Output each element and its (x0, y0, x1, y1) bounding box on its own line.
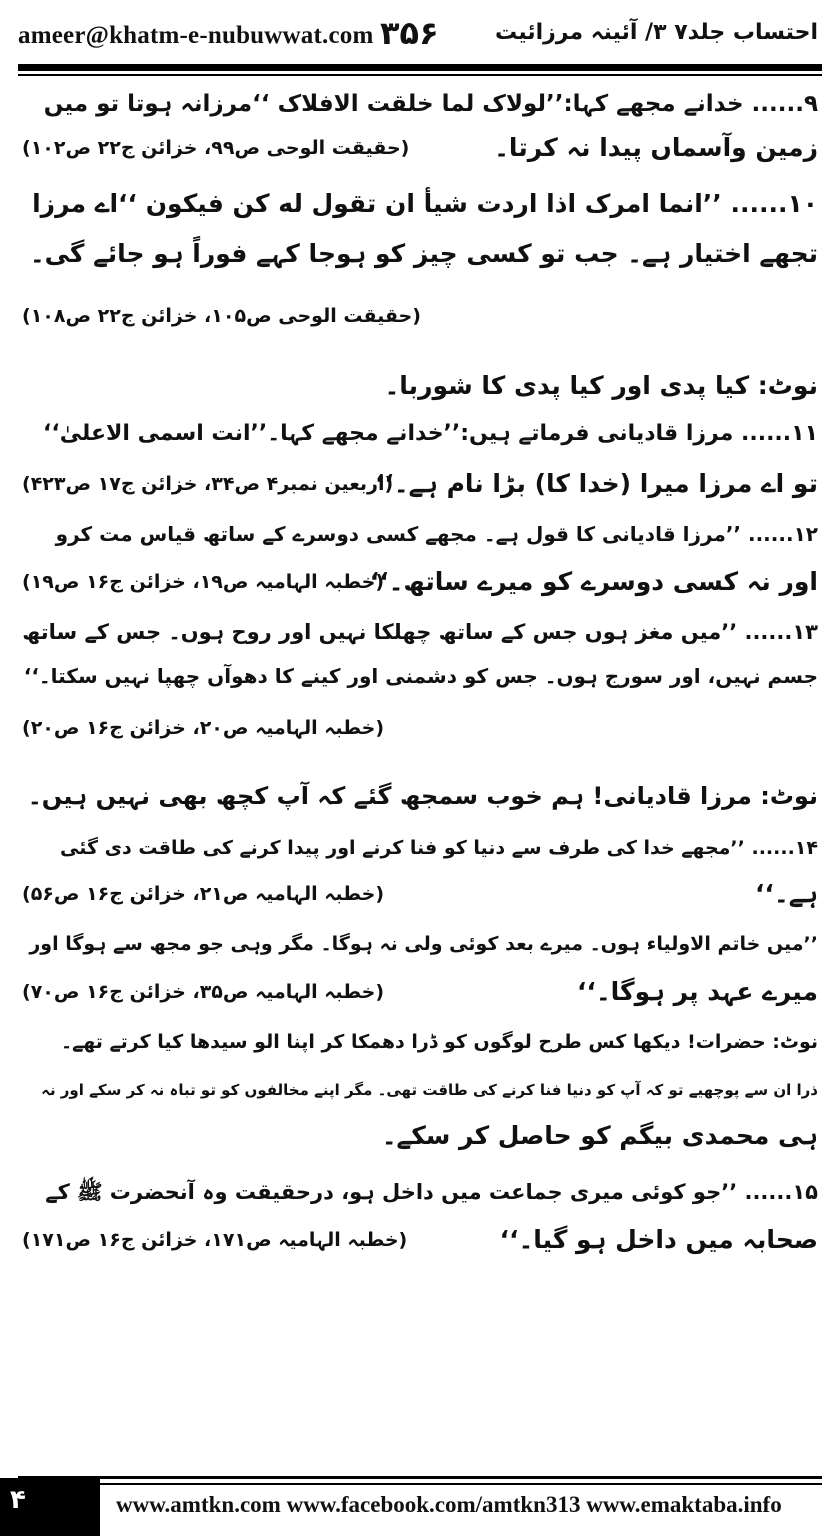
text-line: ۱۱...... مرزا قادیانی فرماتے ہیں:’’خدانے مجھے کہا۔’’انت اسمی الاعلیٰ‘‘ (43, 421, 818, 446)
page-header (0, 0, 840, 70)
footer-badge: ۴ (0, 1478, 100, 1536)
text-line: تجھے اختیار ہے۔ جب تو کسی چیز کو ہوجا کہے فوراً ہو جائے گی۔ (29, 239, 818, 268)
text-line: جسم نہیں، اور سورج ہوں۔ جس کو دشمنی اور کینے کا دھوآں چھپا نہیں سکتا۔‘‘ (23, 664, 818, 688)
text-line: زمین وآسماں پیدا نہ کرتا۔ (494, 133, 818, 162)
text-line: ذرا ان سے پوچھیے تو کہ آپ کو دنیا فنا کرنے کی طاقت تھی۔ مگر اپنے مخالفوں کو تو تباہ نہ کر سکے اور نہ (41, 1081, 818, 1099)
reference-citation: (خطبہ الہامیہ ص۳۵، خزائن ج۱۶ ص۷۰) (22, 981, 385, 1003)
page-footer (0, 1476, 840, 1540)
text-line: ۱۳...... ’’میں مغز ہوں جس کے ساتھ چھلکا نہیں اور روح ہوں۔ جس کے ساتھ (22, 620, 818, 644)
reference-citation: (خطبہ الہامیہ ص۱۹، خزائن ج۱۶ ص۱۹) (22, 571, 385, 593)
text-line: ۹...... خدانے مجھے کہا:’’لولاک لما خلقت الافلاک ‘‘مرزانہ ہوتا تو میں (43, 91, 818, 117)
text-line: ۱۴...... ’’مجھے خدا کی طرف سے دنیا کو فنا کرنے اور پیدا کرنے کی طاقت دی گئی (60, 837, 818, 859)
reference-citation: (حقیقت الوحی ص۱۰۵، خزائن ج۲۲ ص۱۰۸) (22, 305, 421, 327)
reference-citation: (خطبہ الہامیہ ص۲۱، خزائن ج۱۶ ص۵۶) (22, 883, 385, 905)
text-line: ۱۰...... ’’انما امرک اذا اردت شیأ ان تقول له کن فیکون ‘‘اے مرزا (32, 189, 818, 218)
text-line: ’’میں خاتم الاولیاء ہوں۔ میرے بعد کوئی ولی نہ ہوگا۔ مگر وہی جو مجھ سے ہوگا اور (29, 933, 818, 955)
footer-rule (18, 1476, 822, 1479)
reference-citation: (خطبہ الہامیہ ص۱۷۱، خزائن ج۱۶ ص۱۷۱) (22, 1229, 408, 1251)
reference-citation: (خطبہ الہامیہ ص۲۰، خزائن ج۱۶ ص۲۰) (22, 717, 385, 739)
text-line: اور نہ کسی دوسرے کو میرے ساتھ۔‘‘ (369, 567, 818, 596)
text-line: صحابہ میں داخل ہو گیا۔‘‘ (499, 1225, 818, 1254)
text-line: ہے۔‘‘ (755, 879, 818, 908)
text-line: نوٹ: کیا پدی اور کیا پدی کا شوربا۔ (384, 371, 818, 400)
text-line: ۱۵...... ’’جو کوئی میری جماعت میں داخل ہو، درحقیقت وہ آنحضرت ﷺ کے (45, 1180, 818, 1204)
page-body (22, 82, 818, 1460)
book-title: احتساب جلد۷ ۳/ آئینہ مرزائیت (495, 20, 818, 45)
footer-rule-thin (18, 1483, 822, 1485)
email-address: ameer@khatm-e-nubuwwat.com (18, 22, 374, 49)
text-line: میرے عہد پر ہوگا۔‘‘ (577, 977, 818, 1006)
text-line: نوٹ: مرزا قادیانی! ہم خوب سمجھ گئے کہ آپ کچھ بھی نہیں ہیں۔ (27, 782, 818, 810)
text-line: ۱۲...... ’’مرزا قادیانی کا قول ہے۔ مجھے کسی دوسرے کے ساتھ قیاس مت کرو (55, 522, 818, 546)
text-line: نوٹ: حضرات! دیکھا کس طرح لوگوں کو ڈرا دھمکا کر اپنا الو سیدھا کیا کرتے تھے۔ (60, 1031, 818, 1053)
footer-links: www.amtkn.com www.facebook.com/amtkn313 www.emaktaba.info (116, 1492, 782, 1517)
page-number: ۳۵۶ (380, 14, 439, 52)
reference-citation: (اربعین نمبر۴ ص۳۴، خزائن ج۱۷ ص۴۲۳) (22, 473, 394, 495)
reference-citation: (حقیقت الوحی ص۹۹، خزائن ج۲۲ ص۱۰۲) (22, 137, 410, 159)
header-rule-thick (18, 64, 822, 71)
text-line: تو اے مرزا میرا (خدا کا) بڑا نام ہے۔‘‘ (374, 469, 818, 498)
header-rule-thin (18, 74, 822, 76)
text-line: ہی محمدی بیگم کو حاصل کر سکے۔ (381, 1121, 818, 1150)
